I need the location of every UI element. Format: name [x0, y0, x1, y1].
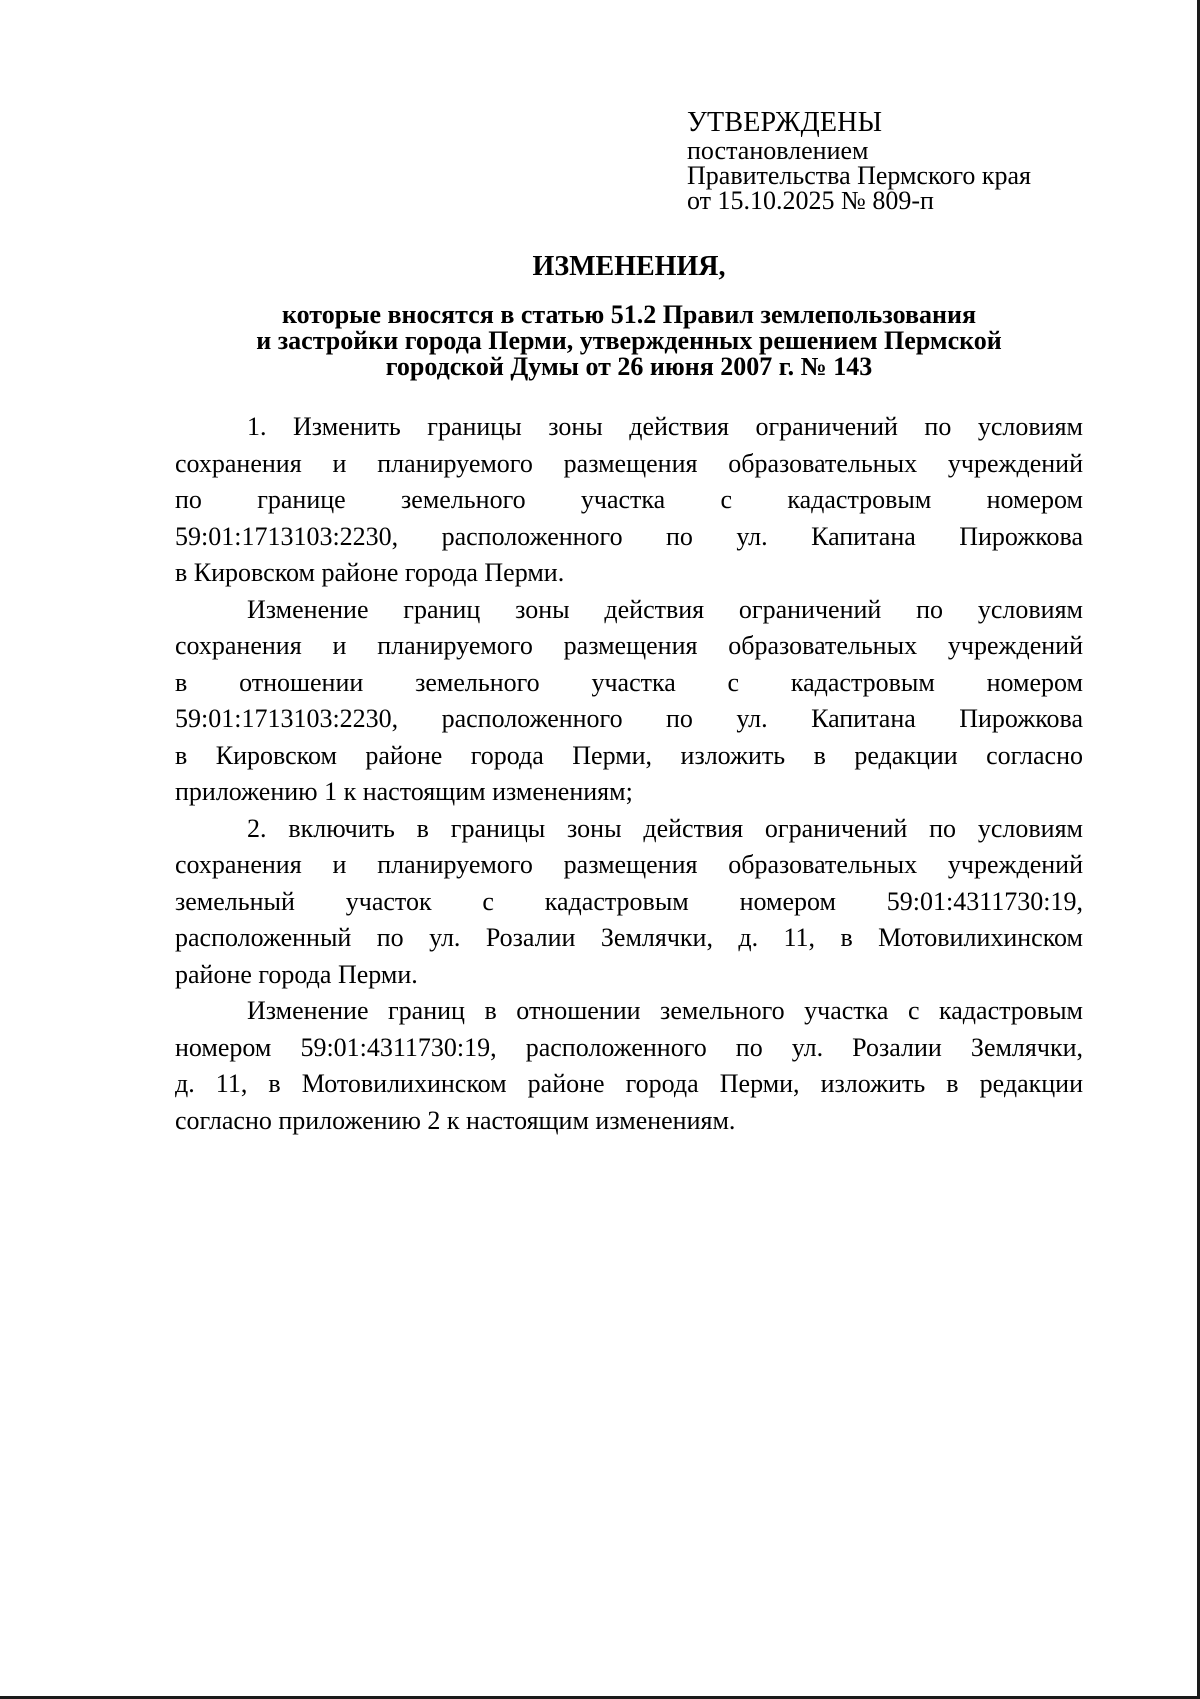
document-subtitle	[175, 302, 1083, 380]
text-line: приложению 1 к настоящим изменениям;	[175, 777, 633, 806]
approval-stamp-block	[687, 108, 1127, 213]
paragraph-1	[175, 409, 1083, 592]
text-line: номером 59:01:4311730:19, расположенного по ул. Розалии Землячки,	[175, 1032, 1083, 1062]
text-line: 2. включить в границы зоны действия ограничений по условиям	[247, 813, 1083, 843]
document-body	[175, 409, 1083, 1139]
approval-line-3: от 15.10.2025 № 809-п	[687, 186, 934, 215]
subtitle-line-1: которые вносятся в статью 51.2 Правил землепользования	[281, 300, 977, 329]
text-line: по границе земельного участка с кадастровым номером	[175, 485, 1083, 514]
text-line: Изменение границ зоны действия ограничений по условиям	[247, 594, 1083, 624]
text-line: сохранения и планируемого размещения образовательных учреждений	[175, 850, 1083, 879]
paragraph-4	[175, 993, 1083, 1139]
text-line: районе города Перми.	[175, 959, 418, 989]
text-line: д. 11, в Мотовилихинском районе города Перми, изложить в редакции	[175, 1069, 1083, 1098]
text-line: 1. Изменить границы зоны действия ограничений по условиям	[247, 412, 1083, 441]
document-title: ИЗМЕНЕНИЯ,	[532, 251, 726, 282]
text-line: 59:01:1713103:2230, расположенного по ул. Капитана Пирожкова	[175, 704, 1083, 733]
subtitle-line-2: и застройки города Перми, утвержденных решением Пермской	[256, 326, 1002, 355]
paragraph-3	[175, 811, 1083, 994]
text-line: 59:01:1713103:2230, расположенного по ул. Капитана Пирожкова	[175, 521, 1083, 551]
approval-line-2: Правительства Пермского края	[687, 161, 1031, 190]
text-line: согласно приложению 2 к настоящим изменениям.	[175, 1105, 736, 1135]
paragraph-2	[175, 592, 1083, 811]
text-line: в отношении земельного участка с кадастровым номером	[175, 667, 1083, 697]
text-line: в Кировском районе города Перми, изложить в редакции согласно	[175, 740, 1083, 770]
approval-line-1: постановлением	[687, 136, 869, 165]
text-line: сохранения и планируемого размещения образовательных учреждений	[175, 631, 1083, 660]
text-line: расположенный по ул. Розалии Землячки, д. 11, в Мотовилихинском	[175, 923, 1083, 952]
text-line: земельный участок с кадастровым номером 59:01:4311730:19,	[175, 886, 1083, 916]
text-line: Изменение границ в отношении земельного участка с кадастровым	[247, 996, 1083, 1025]
document-header	[175, 250, 1083, 380]
approval-heading: УТВЕРЖДЕНЫ	[687, 107, 883, 138]
text-line: сохранения и планируемого размещения образовательных учреждений	[175, 448, 1083, 478]
text-line: в Кировском районе города Перми.	[175, 558, 565, 587]
subtitle-line-3: городской Думы от 26 июня 2007 г. № 143	[385, 352, 873, 381]
